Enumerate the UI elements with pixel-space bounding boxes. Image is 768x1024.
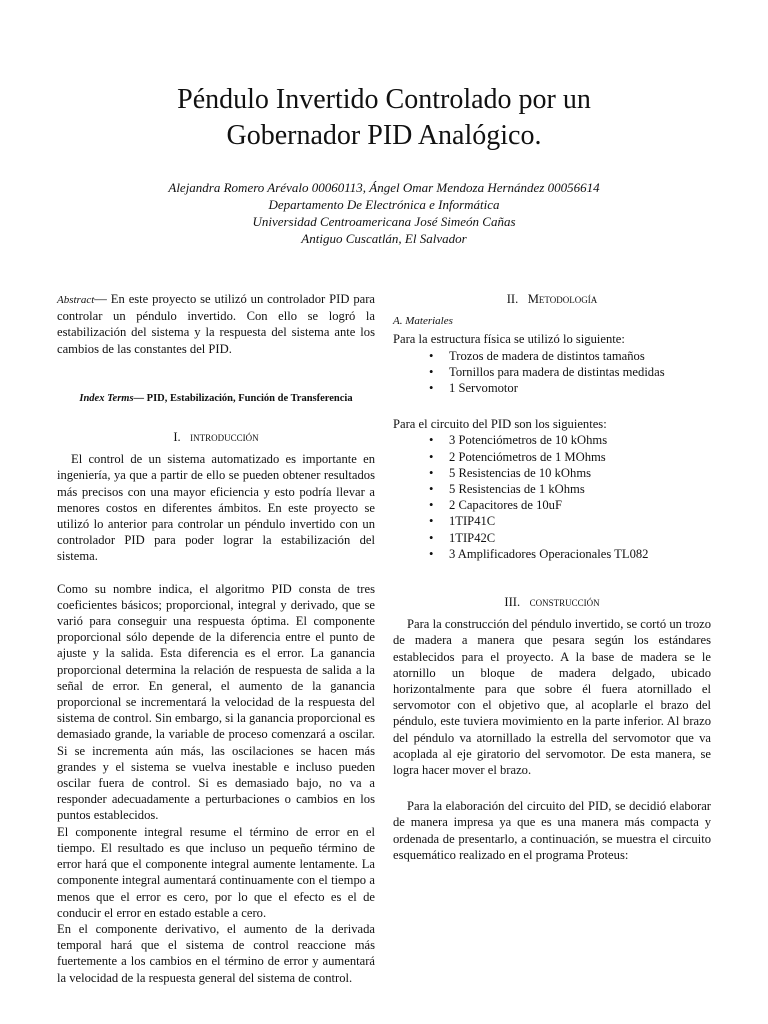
circuit-list — [393, 432, 711, 562]
abstract-dash: — — [94, 292, 107, 306]
materials-intro-1: Para la estructura física se utilizó lo siguiente: — [393, 332, 625, 347]
index-terms-label: Index Terms — [79, 392, 134, 404]
abstract-label: Abstract — [57, 294, 95, 306]
bullet-icon: • — [429, 482, 434, 497]
abstract — [57, 291, 375, 357]
section-number: II. — [506, 292, 519, 306]
author-location: Antiguo Cuscatlán, El Salvador — [301, 231, 467, 246]
list-item: • 5 Resistencias de 10 kOhms — [429, 465, 592, 480]
list-item: • 5 Resistencias de 1 kOhms — [429, 482, 585, 497]
paper-title — [0, 82, 768, 154]
bullet-icon: • — [429, 348, 434, 363]
section-title: Metodología — [527, 292, 598, 306]
section-title: introducción — [190, 430, 259, 445]
materials-intro-2: Para el circuito del PID son los siguientes: — [393, 417, 607, 432]
author-university: Universidad Centroamericana José Simeón Cañas — [252, 214, 516, 229]
intro-paragraph-4: En el componente derivativo, el aumento de la derivada temporal hará que el sistema de control reaccione más fuertemente a los cambios en el término de error y aumentará la velocidad de la respuesta general del sistema de control. — [57, 921, 375, 985]
list-item: • 1 Servomotor — [429, 381, 518, 396]
list-item: • 2 Capacitores de 10uF — [429, 498, 562, 513]
list-item: • Trozos de madera de distintos tamaños — [429, 348, 645, 363]
list-item: • 3 Potenciómetros de 10 kOhms — [429, 433, 608, 448]
list-item: • Tornillos para madera de distintas medidas — [429, 364, 665, 379]
bullet-icon: • — [429, 465, 434, 480]
intro-paragraph-3: El componente integral resume el término de error en el tiempo. El resultado es que incluso un pequeño término de error hará que el componente integral aumente lentamente. La componente integral aumentará continuamente con el tiempo a menos que el error es cero, por lo que el efecto es el de conducir el error en estado estable a cero. — [57, 824, 375, 920]
section-heading-introduccion — [57, 429, 375, 445]
section-title: construcción — [529, 595, 600, 610]
construction-paragraph-2: Para la elaboración del circuito del PID, se decidió elaborar de manera impresa ya que es una manera más compacta y ordenada de presentarlo, a continuación, se muestra el circuito esquemático realizado en el programa Proteus: — [393, 799, 711, 862]
subsection-materiales: A. Materiales — [393, 315, 453, 328]
structure-list — [393, 348, 711, 397]
list-item: • 1TIP42C — [429, 530, 496, 545]
index-terms-dash: — — [133, 392, 145, 404]
bullet-icon: • — [429, 381, 434, 396]
index-terms — [57, 391, 375, 407]
section-heading-metodologia — [393, 291, 711, 307]
left-column — [57, 291, 375, 986]
title-line-1: Péndulo Invertido Controlado por un — [177, 84, 591, 115]
bullet-icon: • — [429, 530, 434, 545]
construction-paragraph-1: Para la construcción del péndulo invertido, se cortó un trozo de madera a manera que pesara según los estándares establecidos para el proyecto. A la base de madera se le atornillo un bloque de madera delgado, ubicado horizontalmente para que sobre él fuera atornillado el servomotor con el objetivo que, al acoplarle el brazo del péndulo, este tuviera movimiento en la parte inferior. Al brazo del péndulo va atornillado la estrella del servomotor que va acoplada al eje giratorio del servomotor. De esta manera, se logra hacer mover el brazo. — [393, 617, 711, 778]
bullet-icon: • — [429, 546, 434, 561]
author-names: Alejandra Romero Arévalo 00060113, Ángel Omar Mendoza Hernández 00056614 — [168, 180, 600, 195]
right-column — [393, 291, 711, 863]
list-item: • 2 Potenciómetros de 1 MOhms — [429, 449, 606, 464]
bullet-icon: • — [429, 364, 434, 379]
section-number: I. — [173, 430, 181, 445]
list-item: • 3 Amplificadores Operacionales TL082 — [429, 546, 649, 561]
bullet-icon: • — [429, 433, 434, 448]
bullet-icon: • — [429, 498, 434, 513]
author-block — [0, 179, 768, 247]
section-heading-construccion — [393, 594, 711, 610]
intro-paragraph-1: El control de un sistema automatizado es importante en ingeniería, ya que a partir de ello se pueden obtener resultados más precisos con una mayor eficiencia y esto podría llevar a menores costos en diferentes ámbitos. En este proyecto se utilizó lo anterior para controlar un péndulo invertido con un controlador PID para poder lograr la estabilización del sistema. — [57, 452, 375, 564]
section-number: III. — [504, 595, 521, 610]
abstract-text: En este proyecto se utilizó un controlador PID para controlar un péndulo invertido. Con ello se logró la estabilización del sistema y la respuesta del sistema ante los cambios de las constantes del PID. — [57, 292, 375, 356]
list-item: • 1TIP41C — [429, 514, 496, 529]
author-department: Departamento De Electrónica e Informática — [268, 197, 500, 212]
intro-paragraph-2: Como su nombre indica, el algoritmo PID consta de tres coeficientes básicos; proporcional, integral y derivado, que se varió para conseguir una respuesta óptima. El componente proporcional sólo depende de la diferencia entre el punto de ajuste y la salida. Esta diferencia es el error. La ganancia proporcional determina la relación de respuesta de salida a la señal de error. En general, el aumento de la ganancia proporcional se incrementará la velocidad de la respuesta del sistema de control. Sin embargo, si la ganancia proporcional es demasiado grande, la variable de proceso comenzará a oscilar. Si se incrementa aún más, las oscilaciones se hacen más grandes y el sistema se vuelva inestable e incluso pueden oscilar fuera de control. Si es demasiado bajo, no va a responder adecuadamente a perturbaciones o cambios en los puntos establecidos. — [57, 581, 375, 823]
index-terms-text: PID, Estabilización, Función de Transferencia — [144, 392, 353, 404]
bullet-icon: • — [429, 514, 434, 529]
bullet-icon: • — [429, 449, 434, 464]
title-line-2: Gobernador PID Analógico. — [226, 120, 542, 151]
